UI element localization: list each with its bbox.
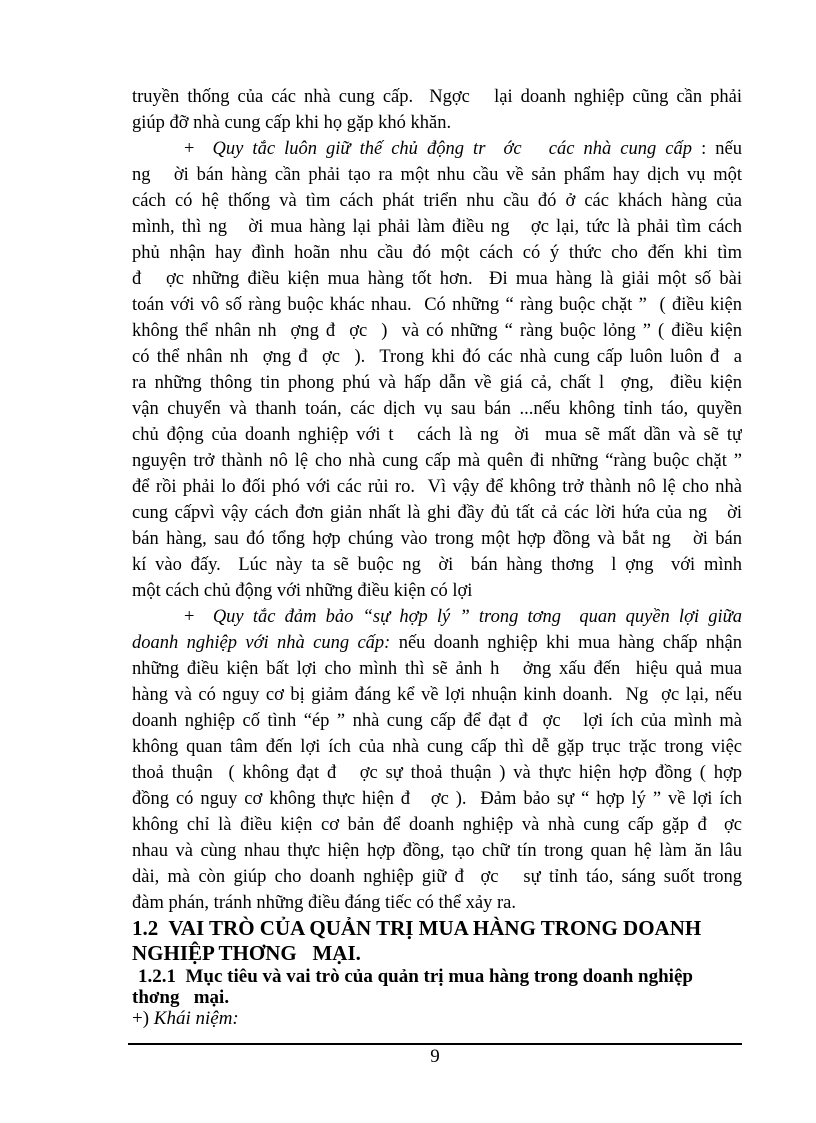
body-text-line xyxy=(132,578,742,604)
body-text-line xyxy=(132,656,742,682)
body-text-line xyxy=(132,604,742,630)
body-text-line xyxy=(132,734,742,760)
body-text-line xyxy=(132,188,742,214)
text-segment: không chỉ là điều kiện cơ bản để doanh nghiệp và nhà cung cấp gặp đ ợc xyxy=(132,815,742,835)
text-segment: +) xyxy=(132,1008,154,1029)
text-segment: phủ nhận hay đình hoãn nhu cầu đó một cách có ý thức cho đến khi tìm xyxy=(132,243,742,263)
body-text-line xyxy=(132,760,742,786)
body-text-line xyxy=(132,396,742,422)
section-heading-line xyxy=(132,941,742,966)
subsection-heading-line xyxy=(132,987,742,1008)
body-text-line xyxy=(132,318,742,344)
text-segment: để rồi phải lo đối phó với các rủi ro. Vì vậy để không trở thành nô lệ cho nhà xyxy=(132,477,742,497)
body-text-line xyxy=(132,526,742,552)
text-segment: đ ợc những điều kiện mua hàng tốt hơn. Đi mua hàng là giải một số bài xyxy=(132,269,742,289)
text-segment: Quy tắc đảm bảo “sự hợp lý ” trong tơng quan quyền lợi giữa xyxy=(212,607,742,627)
text-segment: bán hàng, sau đó tổng hợp chúng vào trong một hợp đồng và bắt ng ời bán xyxy=(132,529,742,549)
text-segment: 1.2 VAI TRÒ CỦA QUẢN TRỊ MUA HÀNG TRONG DOANH xyxy=(132,916,702,940)
body-text-line xyxy=(132,370,742,396)
body-text-line xyxy=(132,786,742,812)
body-text-line xyxy=(132,110,742,136)
body-text-line xyxy=(132,136,742,162)
body-text-line xyxy=(132,214,742,240)
text-segment: đàm phán, tránh những điều đáng tiếc có thể xảy ra. xyxy=(132,893,517,913)
text-segment: không quan tâm đến lợi ích của nhà cung cấp thì dễ gặp trục trặc trong việc xyxy=(132,737,742,757)
text-segment: toán với vô số ràng buộc khác nhau. Có những “ ràng buộc chặt ” ( điều kiện xyxy=(132,295,742,315)
text-segment: Quy tắc luôn giữ thế chủ động tr ớc các nhà cung cấp xyxy=(212,139,693,159)
text-segment: + xyxy=(184,607,213,627)
text-segment: mình, thì ng ời mua hàng lại phải làm điều ng ợc lại, tức là phải tìm cách xyxy=(132,217,742,237)
body-text-line xyxy=(132,500,742,526)
text-segment: cách có hệ thống và tìm cách phát triển nhu cầu đó ở các khách hàng của xyxy=(132,191,742,211)
text-segment: doanh nghiệp với nhà cung cấp: xyxy=(132,633,391,653)
text-segment: những điều kiện bất lợi cho mình thì sẽ ảnh h ởng xấu đến hiệu quả mua xyxy=(132,659,742,679)
text-segment: truyền thống của các nhà cung cấp. Ngợc lại doanh nghiệp cũng cần phải xyxy=(132,87,742,107)
body-text-line xyxy=(132,890,742,916)
page-number: 9 xyxy=(430,1046,440,1067)
text-segment: nhau và cùng nhau thực hiện hợp đồng, tạo chữ tín trong quan hệ làm ăn lâu xyxy=(132,841,742,861)
footer-divider xyxy=(128,1043,742,1045)
text-segment: hàng và có nguy cơ bị giảm đáng kể về lợi nhuận kinh doanh. Ng ợc lại, nếu xyxy=(132,685,742,705)
body-text-line xyxy=(132,162,742,188)
body-text-line xyxy=(132,344,742,370)
body-text-line xyxy=(132,84,742,110)
text-segment: thoả thuận ( không đạt đ ợc sự thoả thuận ) và thực hiện hợp đồng ( hợp xyxy=(132,763,742,783)
body-text-line xyxy=(132,292,742,318)
section-heading-line xyxy=(132,916,742,941)
body-text-line xyxy=(132,708,742,734)
body-text-line xyxy=(132,838,742,864)
text-segment: ra những thông tin phong phú và hấp dẫn về giá cả, chất l ợng, điều kiện xyxy=(132,373,742,393)
text-segment: kí vào đấy. Lúc này ta sẽ buộc ng ời bán hàng thơng l ợng với mình xyxy=(132,555,742,575)
text-segment: NGHIỆP THƠNG MẠI. xyxy=(132,941,361,965)
text-segment: vận chuyển và thanh toán, các dịch vụ sau bán ...nếu không tỉnh táo, quyền xyxy=(132,399,742,419)
body-text-line xyxy=(132,266,742,292)
text-segment: ng ời bán hàng cần phải tạo ra một nhu cầu về sản phẩm hay dịch vụ một xyxy=(132,165,742,185)
text-segment: cung cấpvì vậy cách đơn giản nhất là ghi đầy đủ tất cả các lời hứa của ng ời xyxy=(132,503,742,523)
text-segment: 1.2.1 Mục tiêu và vai trò của quản trị mua hàng trong doanh nghiệp xyxy=(138,966,693,987)
body-text-line xyxy=(132,682,742,708)
text-segment: chủ động của doanh nghiệp với t cách là ng ời mua sẽ mất dần và sẽ tự xyxy=(132,425,742,445)
text-segment: nếu doanh nghiệp khi mua hàng chấp nhận xyxy=(390,633,742,653)
body-text-line xyxy=(132,474,742,500)
body-text-line xyxy=(132,422,742,448)
body-text-line xyxy=(132,448,742,474)
subsection-heading-line xyxy=(132,966,742,987)
text-segment: nguyện trở thành nô lệ cho nhà cung cấp mà quên đi những “ràng buộc chặt ” xyxy=(132,451,742,471)
body-text-line xyxy=(132,864,742,890)
note-line xyxy=(132,1008,742,1029)
text-segment: có thể nhân nh ợng đ ợc ). Trong khi đó các nhà cung cấp luôn luôn đ a xyxy=(132,347,742,367)
text-content xyxy=(132,84,742,1029)
body-text-line xyxy=(132,552,742,578)
text-segment: thơng mại. xyxy=(132,987,230,1008)
body-text-line xyxy=(132,812,742,838)
body-text-line xyxy=(132,630,742,656)
text-segment: Khái niệm: xyxy=(153,1008,239,1029)
text-segment: dài, mà còn giúp cho doanh nghiệp giữ đ ợc sự tỉnh táo, sáng suốt trong xyxy=(132,867,742,887)
body-text-line xyxy=(132,240,742,266)
text-segment: một cách chủ động với những điều kiện có lợi xyxy=(132,581,473,601)
text-segment: đồng có nguy cơ không thực hiện đ ợc ). Đảm bảo sự “ hợp lý ” về lợi ích xyxy=(132,789,742,809)
text-segment: không thể nhân nh ợng đ ợc ) và có những “ ràng buộc lỏng ” ( điều kiện xyxy=(132,321,742,341)
text-segment: giúp đỡ nhà cung cấp khi họ gặp khó khăn. xyxy=(132,113,452,133)
text-segment: : nếu xyxy=(692,139,742,159)
text-segment: doanh nghiệp cố tình “ép ” nhà cung cấp để đạt đ ợc lợi ích của mình mà xyxy=(132,711,742,731)
text-segment: + xyxy=(184,139,213,159)
